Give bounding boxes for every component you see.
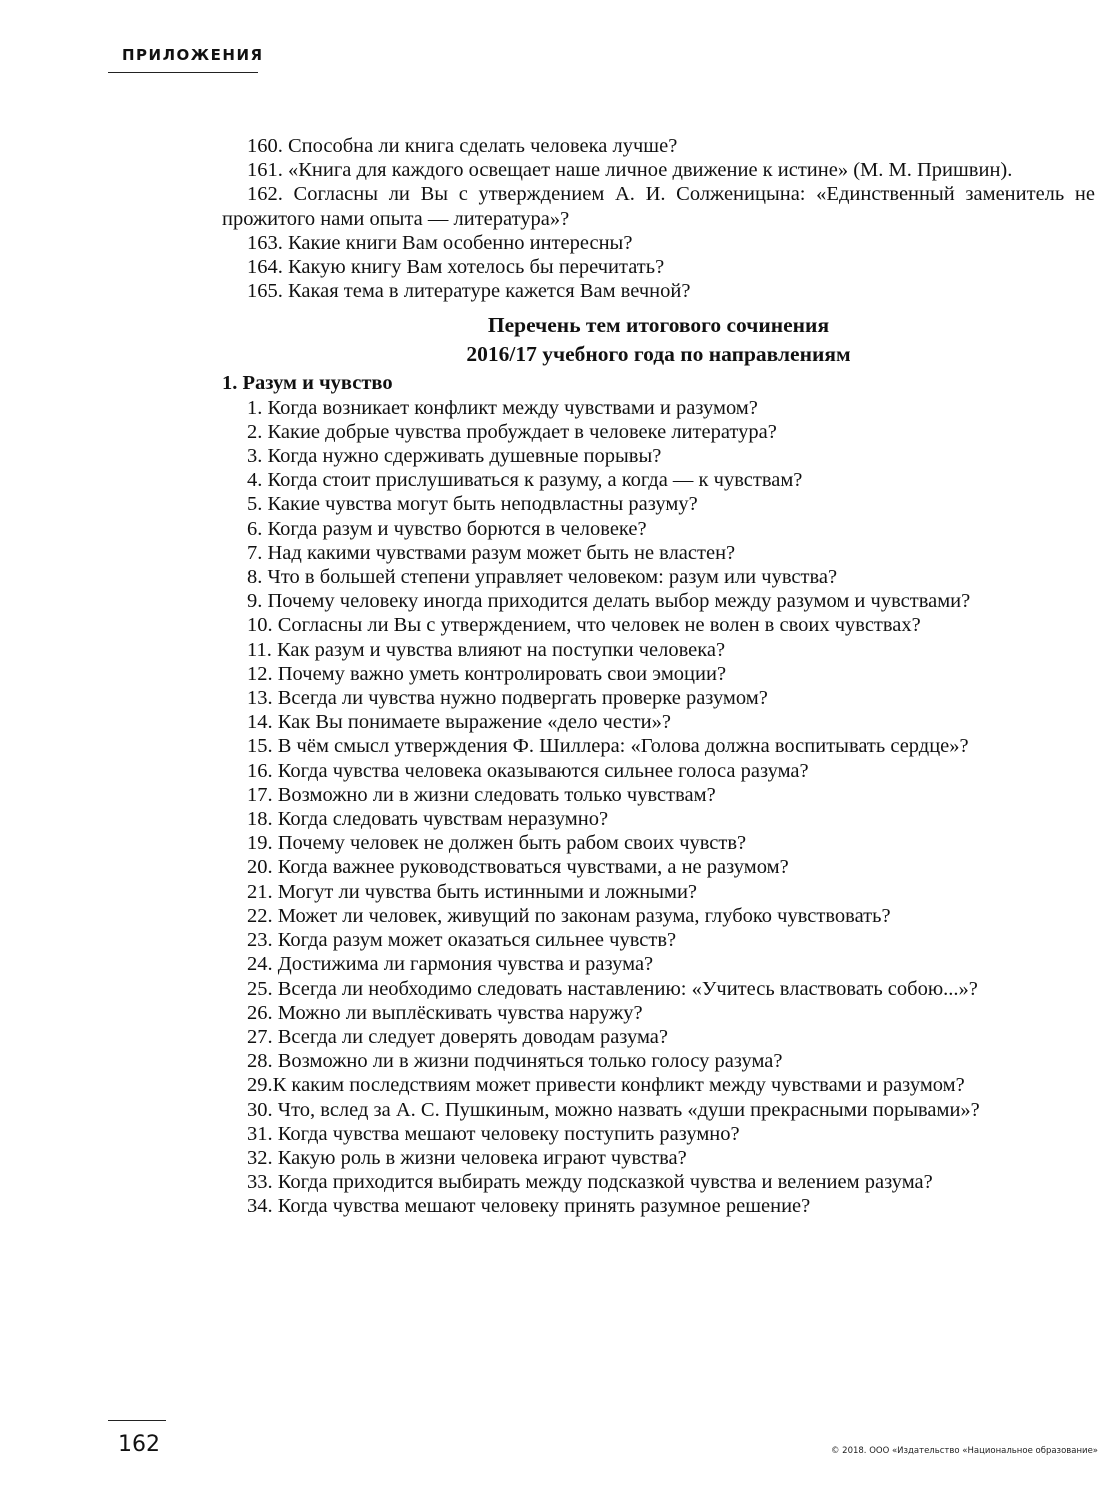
list-item: 20. Когда важнее руководствоваться чувствами, а не разумом? (247, 856, 789, 879)
page-number: 162 (118, 1432, 160, 1457)
list-item: 7. Над какими чувствами разум может быть не властен? (247, 541, 736, 564)
heading-line-2: 2016/17 учебного года по направлениям (466, 342, 851, 367)
list-item: 8. Что в большей степени управляет человеком: разум или чувства? (247, 566, 838, 589)
list-item: 26. Можно ли выплёскивать чувства наружу? (247, 1001, 643, 1024)
list-item: 16. Когда чувства человека оказываются сильнее голоса разума? (247, 759, 809, 782)
list-item: 164. Какую книгу Вам хотелось бы перечитать? (247, 256, 665, 279)
list-item: 21. Могут ли чувства быть истинными и ложными? (247, 880, 698, 903)
list-item: 31. Когда чувства мешают человеку поступить разумно? (247, 1122, 740, 1145)
list-item: 19. Почему человек не должен быть рабом своих чувств? (247, 832, 747, 855)
copyright-notice: © 2018. ООО «Издательство «Национальное образование» (830, 1446, 1098, 1456)
list-item: 9. Почему человеку иногда приходится делать выбор между разумом и чувствами? (247, 590, 971, 613)
topic-list (222, 396, 1095, 1219)
list-item: 12. Почему важно уметь контролировать свои эмоции? (247, 662, 727, 685)
list-item: 33. Когда приходится выбирать между подсказкой чувства и велением разума? (247, 1171, 933, 1194)
list-item: 17. Возможно ли в жизни следовать только чувствам? (247, 783, 716, 806)
list-item: 15. В чём смысл утверждения Ф. Шиллера: «Голова должна воспитывать сердце»? (247, 735, 969, 758)
list-item: 6. Когда разум и чувство борются в человеке? (247, 517, 647, 540)
heading-line-1: Перечень тем итогового сочинения (487, 313, 830, 338)
list-item: 5. Какие чувства могут быть неподвластны разуму? (247, 493, 698, 516)
list-item: 28. Возможно ли в жизни подчиняться только голосу разума? (247, 1050, 783, 1073)
list-item: 30. Что, вслед за А. С. Пушкиным, можно назвать «души прекрасными порывами»? (247, 1098, 980, 1121)
list-item: 24. Достижима ли гармония чувства и разума? (247, 953, 654, 976)
section-title: 1. Разум и чувство (222, 372, 393, 395)
running-head-rule (108, 72, 258, 73)
list-item: 18. Когда следовать чувствам неразумно? (247, 808, 609, 831)
running-head: ПРИЛОЖЕНИЯ (122, 46, 264, 64)
list-item: 163. Какие книги Вам особенно интересны? (247, 231, 633, 254)
list-item: 160. Способна ли книга сделать человека лучше? (247, 135, 678, 157)
list-item: 2. Какие добрые чувства пробуждает в человеке литература? (247, 420, 777, 443)
list-item: 23. Когда разум может оказаться сильнее чувств? (247, 929, 677, 952)
list-item: 22. Может ли человек, живущий по законам разума, глубоко чувствовать? (247, 904, 891, 927)
list-item: 27. Всегда ли следует доверять доводам разума? (247, 1025, 668, 1048)
section-heading (222, 311, 1095, 369)
list-item: 3. Когда нужно сдерживать душевные порывы? (247, 445, 662, 468)
list-item: 14. Как Вы понимаете выражение «дело чести»? (247, 711, 671, 734)
page-content (222, 134, 1095, 1219)
list-item: 165. Какая тема в литературе кажется Вам вечной? (247, 280, 691, 303)
list-item: 29.К каким последствиям может привести конфликт между чувствами и разумом? (247, 1074, 965, 1097)
list-item: 11. Как разум и чувства влияют на поступки человека? (247, 638, 726, 661)
list-item: 32. Какую роль в жизни человека играют чувства? (247, 1146, 687, 1169)
list-item: 161. «Книга для каждого освещает наше личное движение к истине» (М. М. Пришвин). (247, 159, 1013, 182)
list-item: 13. Всегда ли чувства нужно подвергать проверке разумом? (247, 687, 768, 710)
footer-rule (108, 1420, 166, 1421)
list-item: 1. Когда возникает конфликт между чувствами и разумом? (247, 396, 758, 419)
list-item: 25. Всегда ли необходимо следовать наставлению: «Учитесь властвовать собою...»? (247, 977, 978, 1000)
list-item: 10. Согласны ли Вы с утверждением, что человек не волен в своих чувствах? (247, 614, 921, 637)
list-item: 4. Когда стоит прислушиваться к разуму, а когда — к чувствам? (247, 469, 803, 492)
list-item: 34. Когда чувства мешают человеку принять разумное решение? (247, 1195, 811, 1218)
list-item: 162. Согласны ли Вы с утверждением А. И. Солженицына: «Единственный заменитель не прожитого нами опыта — литература»? (222, 183, 1095, 230)
